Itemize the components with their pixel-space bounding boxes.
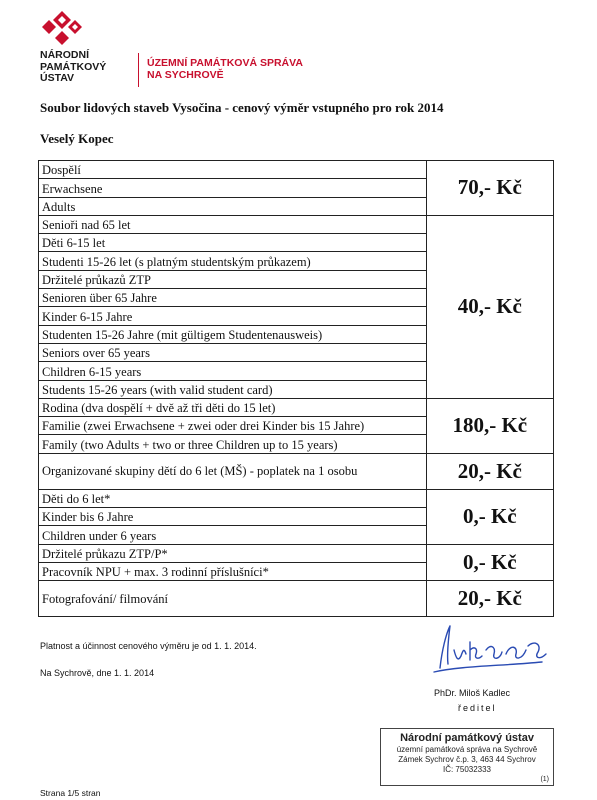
category-label: Children under 6 years	[39, 526, 427, 544]
category-label: Students 15-26 years (with valid student card)	[39, 380, 427, 398]
logo-right-line: NA SYCHROVĚ	[147, 69, 224, 81]
location-subtitle: Veselý Kopec	[40, 131, 114, 146]
institution-logo	[38, 10, 338, 90]
table-row	[39, 215, 554, 233]
logo-right-line: ÚZEMNÍ PAMÁTKOVÁ SPRÁVA	[147, 57, 303, 69]
document-title: Soubor lidových staveb Vysočina - cenový výměr vstupného pro rok 2014	[40, 100, 444, 115]
category-label: Seniors over 65 years	[39, 343, 427, 361]
category-label: Držitelé průkazů ZTP	[39, 270, 427, 288]
signature-icon	[430, 620, 550, 676]
table-row	[39, 161, 554, 179]
category-label: Fotografování/ filmování	[39, 581, 427, 617]
stamp-line: územní památková správa na Sychrově	[396, 745, 538, 754]
page-number: Strana 1/5 stran	[40, 788, 101, 798]
category-label: Family (two Adults + two or three Children up to 15 years)	[39, 435, 427, 453]
npu-logo-icon	[38, 10, 96, 48]
table-row	[39, 581, 554, 617]
stamp-line: Zámek Sychrov č.p. 3, 463 44 Sychrov	[398, 755, 536, 764]
category-label: Studenten 15-26 Jahre (mit gültigem Studentenausweis)	[39, 325, 427, 343]
signer-role: ředitel	[458, 703, 497, 713]
category-label: Studenti 15-26 let (s platným studentským průkazem)	[39, 252, 427, 270]
logo-institution-name	[40, 50, 106, 85]
price-table	[38, 160, 554, 617]
logo-divider	[138, 53, 139, 87]
price-cell: 40,- Kč	[426, 215, 553, 398]
stamp-number: (1)	[540, 776, 549, 783]
table-row	[39, 453, 554, 489]
logo-department-name	[147, 57, 303, 81]
logo-left-line: PAMÁTKOVÝ	[40, 60, 107, 73]
stamp-title: Národní památkový ústav	[400, 732, 534, 744]
logo-left-line: NÁRODNÍ	[40, 49, 89, 61]
category-label: Erwachsene	[39, 179, 427, 197]
category-label: Organizované skupiny dětí do 6 let (MŠ) - poplatek na 1 osobu	[39, 453, 427, 489]
official-stamp	[380, 728, 554, 786]
category-label: Pracovník NPU + max. 3 rodinní příslušníci*	[39, 562, 427, 580]
table-row	[39, 544, 554, 562]
logo-left-line: ÚSTAV	[40, 72, 75, 84]
category-label: Senioren über 65 Jahre	[39, 289, 427, 307]
validity-note: Platnost a účinnost cenového výměru je od 1. 1. 2014.	[40, 641, 257, 651]
price-cell: 20,- Kč	[426, 453, 553, 489]
stamp-line: IČ: 75032333	[442, 765, 492, 774]
table-row	[39, 489, 554, 507]
category-label: Děti 6-15 let	[39, 234, 427, 252]
category-label: Dospělí	[39, 161, 427, 179]
category-label: Kinder bis 6 Jahre	[39, 508, 427, 526]
signer-name: PhDr. Miloš Kadlec	[434, 688, 511, 698]
category-label: Adults	[39, 197, 427, 215]
price-cell: 20,- Kč	[426, 581, 553, 617]
category-label: Familie (zwei Erwachsene + zwei oder drei Kinder bis 15 Jahre)	[39, 417, 427, 435]
price-cell: 0,- Kč	[426, 544, 553, 581]
price-cell: 0,- Kč	[426, 489, 553, 544]
category-label: Rodina (dva dospělí + dvě až tři děti do 15 let)	[39, 398, 427, 416]
price-cell: 180,- Kč	[426, 398, 553, 453]
place-and-date: Na Sychrově, dne 1. 1. 2014	[40, 668, 155, 678]
table-row	[39, 398, 554, 416]
category-label: Kinder 6-15 Jahre	[39, 307, 427, 325]
category-label: Držitelé průkazu ZTP/P*	[39, 544, 427, 562]
price-cell: 70,- Kč	[426, 161, 553, 216]
category-label: Senioři nad 65 let	[39, 215, 427, 233]
category-label: Children 6-15 years	[39, 362, 427, 380]
category-label: Děti do 6 let*	[39, 489, 427, 507]
